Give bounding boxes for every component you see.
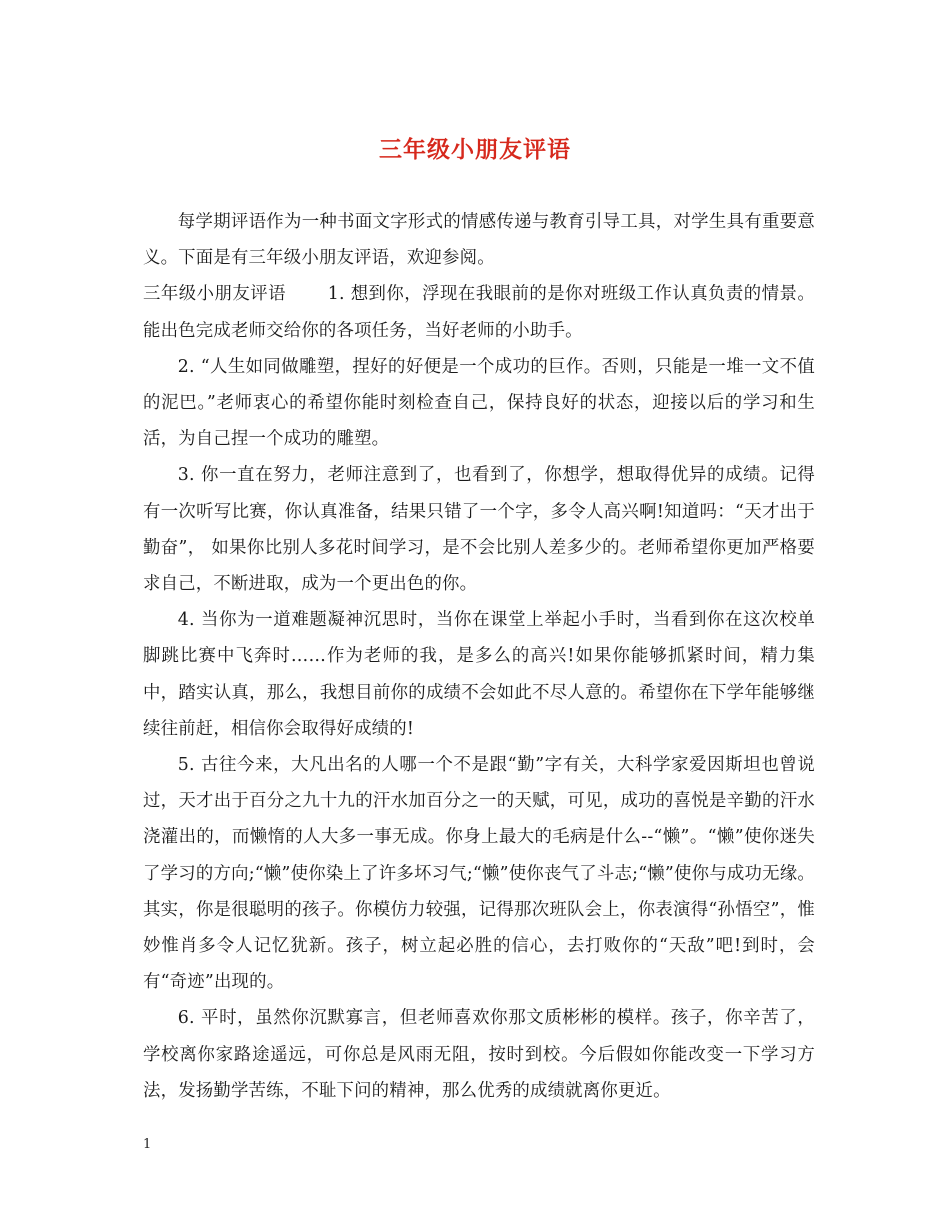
comment-paragraph-3: 3. 你一直在努力，老师注意到了，也看到了，你想学，想取得优异的成绩。记得有一次听写比赛，你认真准备，结果只错了一个字，多令人高兴啊!知道吗：“天才出于勤奋”， 如果你比别人多花时间学习，是不会比别人差多少的。老师希望你更加严格要求自己，不断进取，成为一个更出色的你。 <box>143 465 815 595</box>
document-title: 三年级小朋友评语 <box>379 136 571 163</box>
document-body <box>143 204 815 1109</box>
comment-paragraph-4: 4. 当你为一道难题凝神沉思时，当你在课堂上举起小手时，当看到你在这次校单脚跳比赛中飞奔时……作为老师的我，是多么的高兴!如果你能够抓紧时间，精力集中，踏实认真，那么，我想目前你的成绩不会如此不尽人意的。希望你在下学年能够继续往前赶，相信你会取得好成绩的! <box>143 610 815 739</box>
page-number: 1 <box>143 1137 152 1152</box>
comment-paragraph-5: 5. 古往今来，大凡出名的人哪一个不是跟“勤”字有关，大科学家爱因斯坦也曾说过，天才出于百分之九十九的汗水加百分之一的天赋，可见，成功的喜悦是辛勤的汗水浇灌出的，而懒惰的人大多一事无成。你身上最大的毛病是什么--“懒”。“懒”使你迷失了学习的方向;“懒”使你染上了许多坏习气;“懒”使你丧气了斗志;“懒”使你与成功无缘。其实，你是很聪明的孩子。你模仿力较强，记得那次班队会上，你表演得“孙悟空”，惟妙惟肖多令人记忆犹新。孩子，树立起必胜的信心，去打败你的“天敌”吧!到时，会有“奇迹”出现的。 <box>143 755 815 993</box>
comment-paragraph-2: 2. “人生如同做雕塑，捏好的好便是一个成功的巨作。否则，只能是一堆一文不值的泥巴。”老师衷心的希望你能时刻检查自己，保持良好的状态，迎接以后的学习和生活，为自己捏一个成功的雕塑。 <box>143 356 815 450</box>
intro-paragraph: 每学期评语作为一种书面文字形式的情感传递与教育引导工具，对学生具有重要意义。下面是有三年级小朋友评语，欢迎参阅。 <box>143 212 815 269</box>
comment-paragraph-6: 6. 平时，虽然你沉默寡言，但老师喜欢你那文质彬彬的模样。孩子，你辛苦了，学校离你家路途遥远，可你总是风雨无阻，按时到校。今后假如你能改变一下学习方法，发扬勤学苦练，不耻下问的精神，那么优秀的成绩就离你更近。 <box>143 1008 815 1101</box>
comment-paragraph-1: 三年级小朋友评语 1. 想到你，浮现在我眼前的是你对班级工作认真负责的情景。能出色完成老师交给你的各项任务，当好老师的小助手。 <box>143 284 815 341</box>
